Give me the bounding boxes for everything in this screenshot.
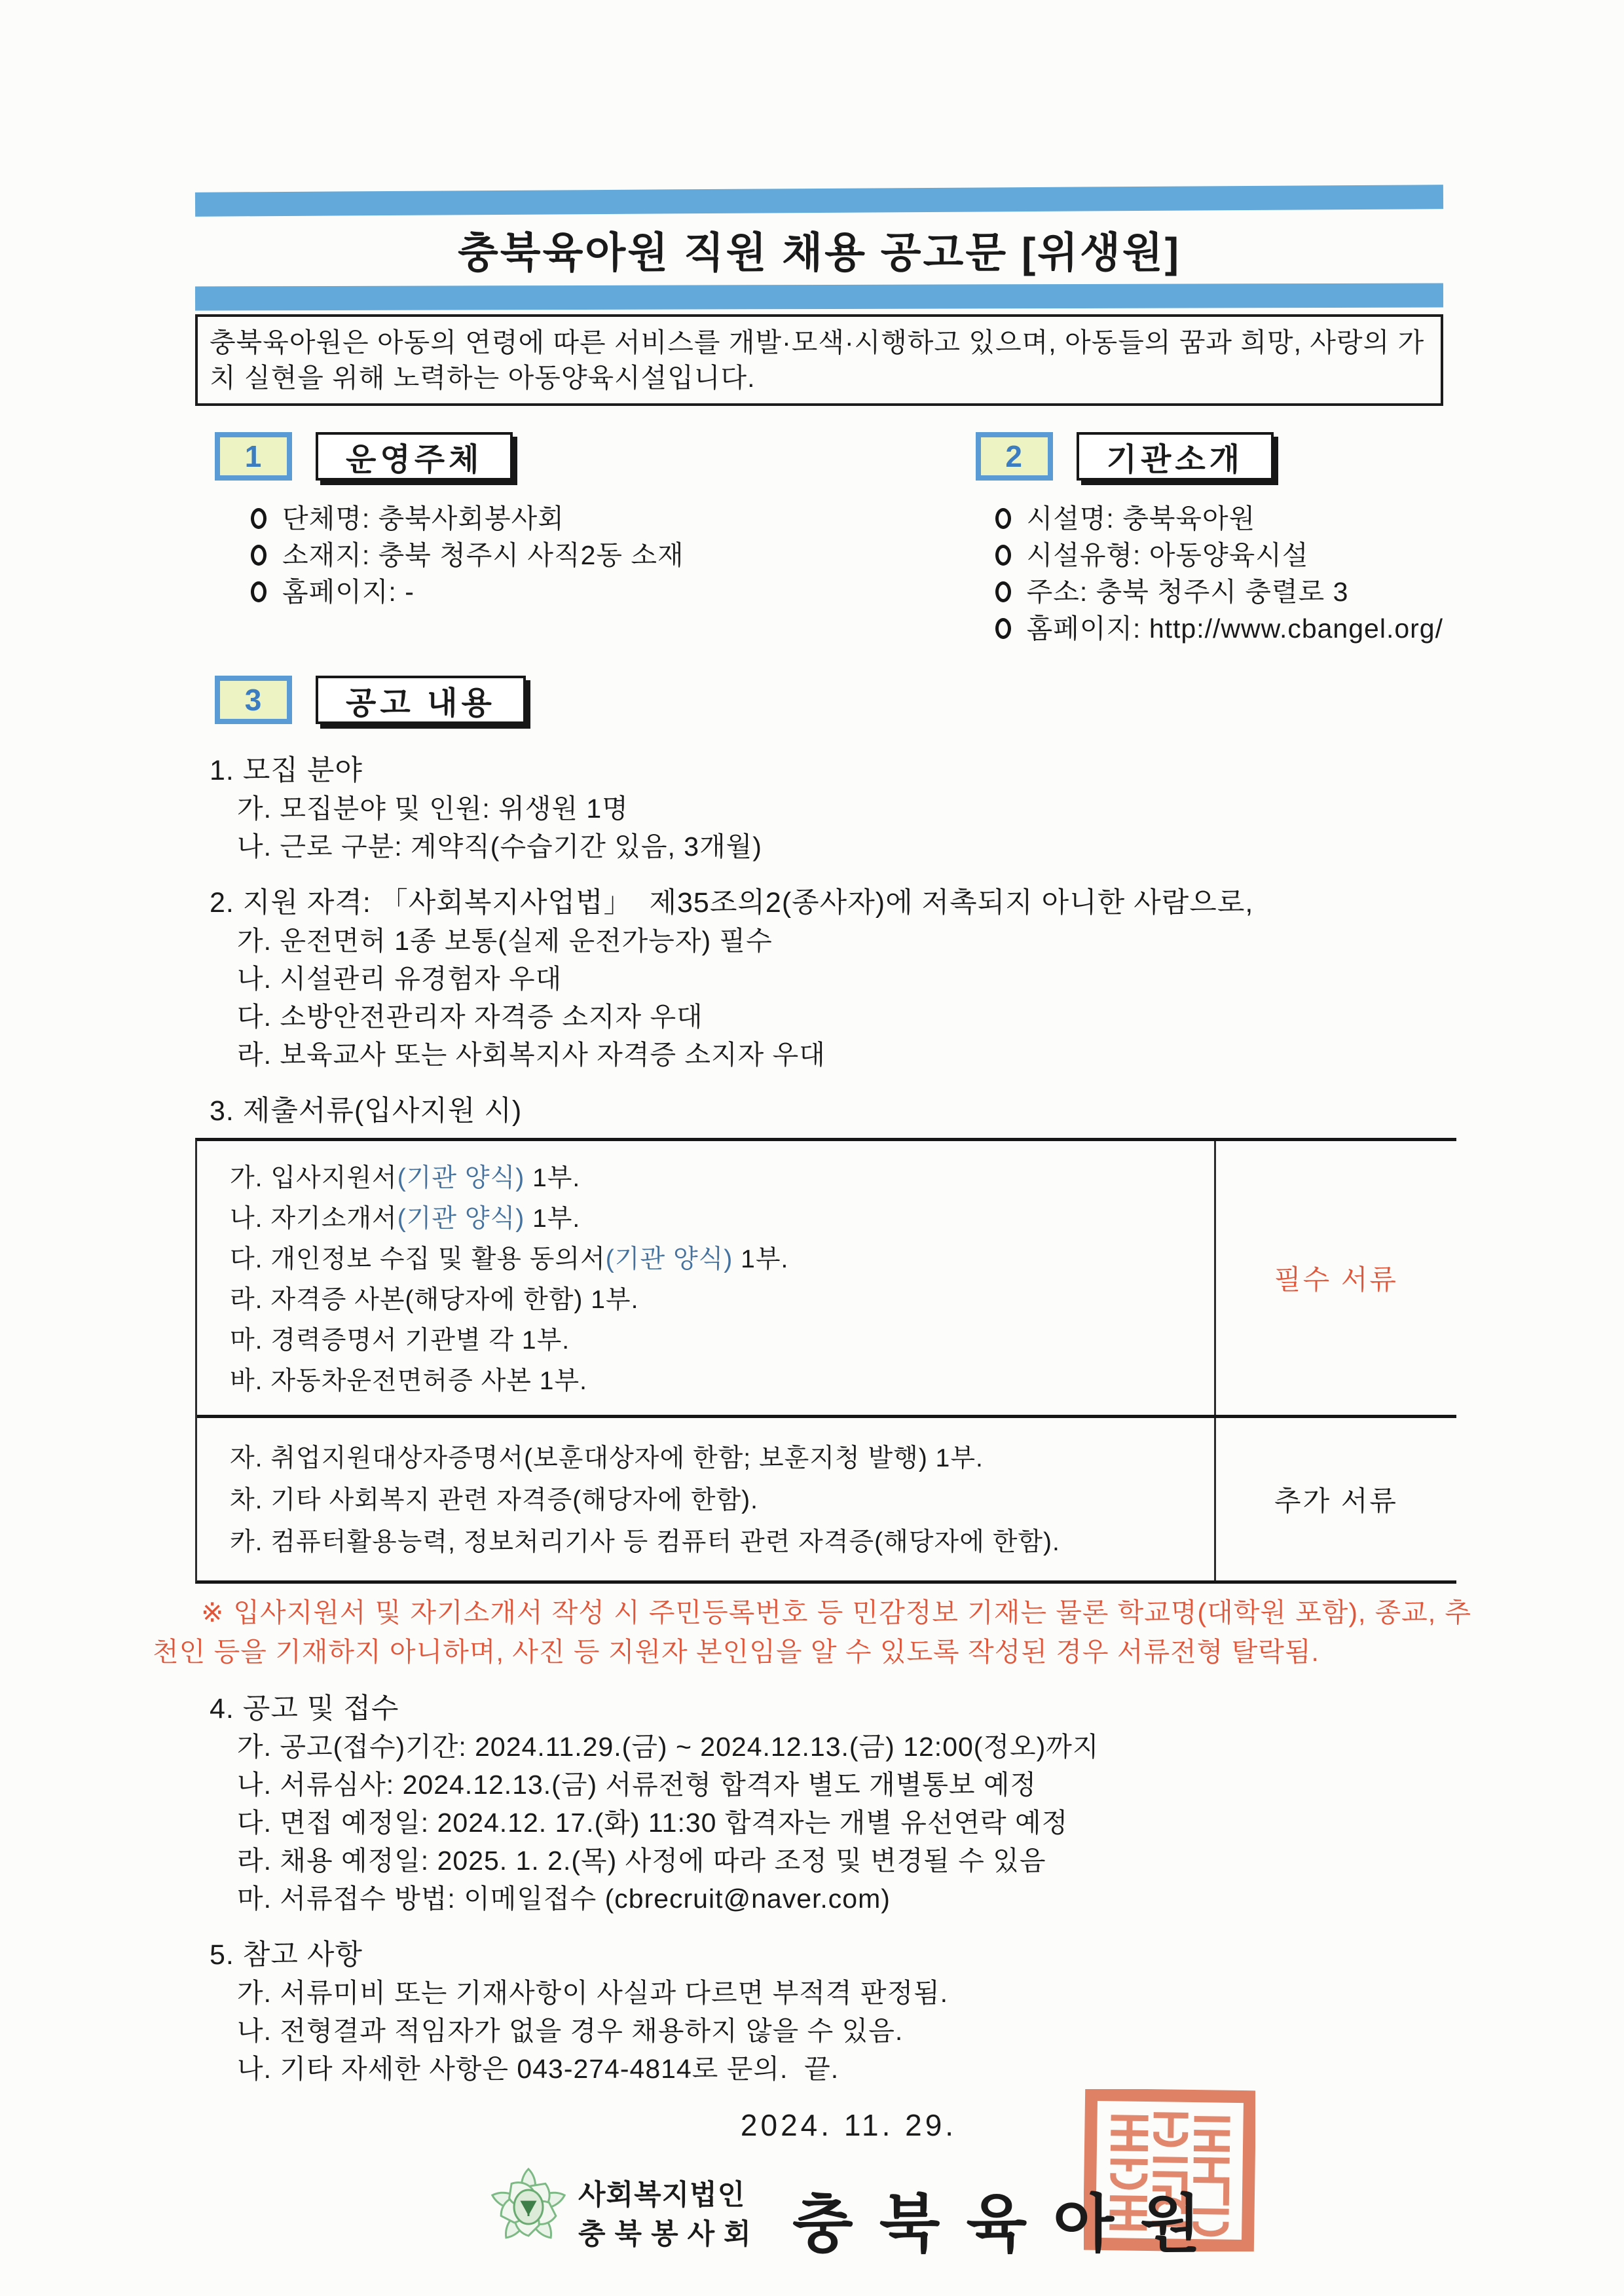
document-text: 라. 자격증 사본(해당자에 한함) 1부. <box>230 1286 639 1314</box>
schedule-item-text: 마. 서류접수 방법: 이메일접수 (cbrecruit@naver.com) <box>237 1884 891 1914</box>
submission-table-row <box>197 1141 1456 1415</box>
qualification-heading: 2. 지원 자격: 「사회복지사업법」 제35조의2(종사자)에 저촉되지 아니한 사람으로, <box>210 887 1254 919</box>
schedule-reference-body <box>195 1690 1443 2088</box>
section3-header <box>215 676 1443 724</box>
institution-info-item <box>995 500 1443 537</box>
section-header-row <box>195 432 1443 647</box>
submission-table-row <box>197 1415 1456 1580</box>
recruit-item <box>237 828 1443 866</box>
reference-item-text: 나. 기타 자세한 사항은 043-274-4814로 문의. 끝. <box>237 2054 840 2084</box>
foundation-name <box>578 2176 760 2254</box>
institution-info-item <box>995 574 1443 610</box>
document-text: 1부. <box>525 1205 581 1233</box>
title-top-bar <box>195 185 1443 217</box>
schedule-item <box>237 1728 1443 1766</box>
announcement-body <box>195 752 1443 1130</box>
submission-document-item <box>230 1361 1214 1402</box>
section2-header <box>976 432 1443 481</box>
section2-number-badge: 2 <box>976 432 1053 481</box>
institution-info-item-text: 시설유형: 아동양육시설 <box>1026 540 1309 570</box>
schedule-item-text: 나. 서류심사: 2024.12.13.(금) 서류전형 합격자 별도 개별통보 예정 <box>237 1770 1037 1800</box>
document-text: 1부. <box>525 1164 581 1192</box>
document-category-label: 필수 서류 <box>1274 1264 1398 1295</box>
schedule-item-text: 라. 채용 예정일: 2025. 1. 2.(목) 사정에 따라 조정 및 변경될 수 있음 <box>237 1846 1046 1876</box>
section-announcement <box>195 676 1443 724</box>
qualification-item <box>237 1036 1443 1074</box>
document-text: 카. 컴퓨터활용능력, 정보처리기사 등 컴퓨터 관련 자격증(해당자에 한함). <box>230 1528 1060 1556</box>
submission-document-item <box>230 1280 1214 1321</box>
operator-info-item <box>251 574 976 610</box>
submission-document-item <box>230 1199 1214 1239</box>
reference-item <box>237 2050 1443 2088</box>
schedule-item <box>237 1880 1443 1918</box>
operator-info-list <box>251 500 976 610</box>
reference-item <box>237 1974 1443 2012</box>
qualification-item <box>237 922 1443 960</box>
title-bottom-bar <box>195 283 1443 311</box>
recruit-list <box>210 790 1443 866</box>
foundation-name-line1: 사회복지법인 <box>578 2179 746 2211</box>
operator-info-item-text: 단체명: 충북사회봉사회 <box>282 503 564 534</box>
document-text: 바. 자동차운전면허증 사본 1부. <box>230 1367 587 1395</box>
circle-bullet-icon <box>251 545 267 566</box>
operator-info-item-text: 홈페이지: - <box>282 577 415 607</box>
document-text: 가. 입사지원서 <box>230 1164 397 1192</box>
recruit-heading: 1. 모집 분야 <box>210 755 363 786</box>
recruit-item-text: 나. 근로 구분: 계약직(수습기간 있음, 3개월) <box>237 831 762 862</box>
schedule-item-text: 가. 공고(접수)기간: 2024.11.29.(금) ~ 2024.12.13.(금) 12:00(정오)까지 <box>237 1732 1099 1762</box>
schedule-heading: 4. 공고 및 접수 <box>210 1693 399 1724</box>
document-text: 자. 취업지원대상자증명서(보훈대상자에 한함; 보훈지청 발행) 1부. <box>230 1444 984 1472</box>
operator-info-item <box>251 537 976 574</box>
section1-number-badge: 1 <box>215 432 292 481</box>
page-title: 충북육아원 직원 채용 공고문 [위생원] <box>457 229 1181 276</box>
section3-number-badge: 3 <box>215 676 292 724</box>
institution-info-item-text: 주소: 충북 청주시 충렬로 3 <box>1026 577 1349 607</box>
footer-signature <box>195 2149 1443 2296</box>
section1-header <box>215 432 976 481</box>
section-institution <box>976 432 1443 647</box>
qualification-item-text: 나. 시설관리 유경험자 우대 <box>237 964 563 994</box>
submission-documents-cell <box>197 1418 1214 1580</box>
institution-info-item <box>995 537 1443 574</box>
document-text: 나. 자기소개서 <box>230 1205 397 1233</box>
foundation-name-line2: 충북봉사회 <box>578 2219 760 2250</box>
submission-documents-table <box>195 1138 1456 1584</box>
submission-documents-cell <box>197 1141 1214 1415</box>
qualification-item-text: 다. 소방안전관리자 자격증 소지자 우대 <box>237 1002 703 1032</box>
circle-bullet-icon <box>995 545 1011 566</box>
privacy-warning-note: ※ 입사지원서 및 자기소개서 작성 시 주민등록번호 등 민감정보 기재는 물론 학교명(대학원 포함), 종교, 추천인 등을 기재하지 아니하며, 사진 등 지원자 본인임을 알 수 있도록 작성된 경우 서류전형 탈락됨. <box>153 1597 1471 1667</box>
submission-document-item <box>230 1239 1214 1280</box>
qualification-item <box>237 998 1443 1036</box>
schedule-item-text: 다. 면접 예정일: 2024.12. 17.(화) 11:30 합격자는 개별 유선연락 예정 <box>237 1808 1069 1838</box>
qualification-item <box>237 960 1443 998</box>
section1-title: 운영주체 <box>316 432 513 481</box>
issue-date: 2024. 11. 29. <box>740 2108 957 2142</box>
section3-title: 공고 내용 <box>316 676 526 724</box>
schedule-item <box>237 1842 1443 1880</box>
foundation-emblem-icon <box>487 2161 570 2263</box>
operator-info-item <box>251 500 976 537</box>
document-text: 마. 경력증명서 기관별 각 1부. <box>230 1326 570 1355</box>
section-operator <box>215 432 976 647</box>
recruit-item <box>237 790 1443 828</box>
institution-info-item-text: 홈페이지: http://www.cbangel.org/ <box>1026 613 1443 644</box>
schedule-list <box>210 1728 1443 1918</box>
document-category-label: 추가 서류 <box>1274 1485 1398 1516</box>
document-category-cell <box>1214 1418 1456 1580</box>
operator-info-item-text: 소재지: 충북 청주시 사직2동 소재 <box>282 540 684 570</box>
documents-heading: 3. 제출서류(입사지원 시) <box>210 1095 523 1127</box>
submission-document-item <box>230 1480 1214 1522</box>
reference-heading: 5. 참고 사항 <box>210 1939 363 1971</box>
intro-box: 충북육아원은 아동의 연령에 따른 서비스를 개발·모색·시행하고 있으며, 아동들의 꿈과 희망, 사랑의 가치 실현을 위해 노력하는 아동양육시설입니다. <box>195 314 1443 406</box>
section2-title: 기관소개 <box>1077 432 1274 481</box>
institution-info-list <box>995 500 1443 647</box>
submission-document-item <box>230 1321 1214 1361</box>
institution-info-item <box>995 610 1443 647</box>
circle-bullet-icon <box>995 581 1011 602</box>
circle-bullet-icon <box>251 581 267 602</box>
document-text: 차. 기타 사회복지 관련 자격증(해당자에 한함). <box>230 1486 758 1514</box>
institution-name-large: 충북육아원 <box>792 2189 1227 2259</box>
reference-item-text: 가. 서류미비 또는 기재사항이 사실과 다르면 부적격 판정됨. <box>237 1978 949 2008</box>
form-type-highlight: (기관 양식) <box>397 1205 525 1233</box>
reference-item-text: 나. 전형결과 적임자가 없을 경우 채용하지 않을 수 있음. <box>237 2016 904 2046</box>
circle-bullet-icon <box>995 618 1011 639</box>
qualification-list <box>210 922 1443 1074</box>
submission-document-item <box>230 1158 1214 1199</box>
document-text: 1부. <box>733 1245 789 1273</box>
schedule-item <box>237 1766 1443 1804</box>
submission-document-item <box>230 1438 1214 1480</box>
form-type-highlight: (기관 양식) <box>397 1164 525 1192</box>
reference-list <box>210 1974 1443 2088</box>
submission-document-item <box>230 1522 1214 1563</box>
qualification-item-text: 라. 보육교사 또는 사회복지사 자격증 소지자 우대 <box>237 1040 826 1070</box>
qualification-item-text: 가. 운전면허 1종 보통(실제 운전가능자) 필수 <box>237 926 773 956</box>
circle-bullet-icon <box>251 508 267 529</box>
document-text: 다. 개인정보 수집 및 활용 동의서 <box>230 1245 606 1273</box>
reference-item <box>237 2012 1443 2050</box>
document-category-cell <box>1214 1141 1456 1415</box>
circle-bullet-icon <box>995 508 1011 529</box>
recruit-item-text: 가. 모집분야 및 인원: 위생원 1명 <box>237 793 629 824</box>
institution-info-item-text: 시설명: 충북육아원 <box>1026 503 1256 534</box>
form-type-highlight: (기관 양식) <box>605 1245 733 1273</box>
schedule-item <box>237 1804 1443 1842</box>
